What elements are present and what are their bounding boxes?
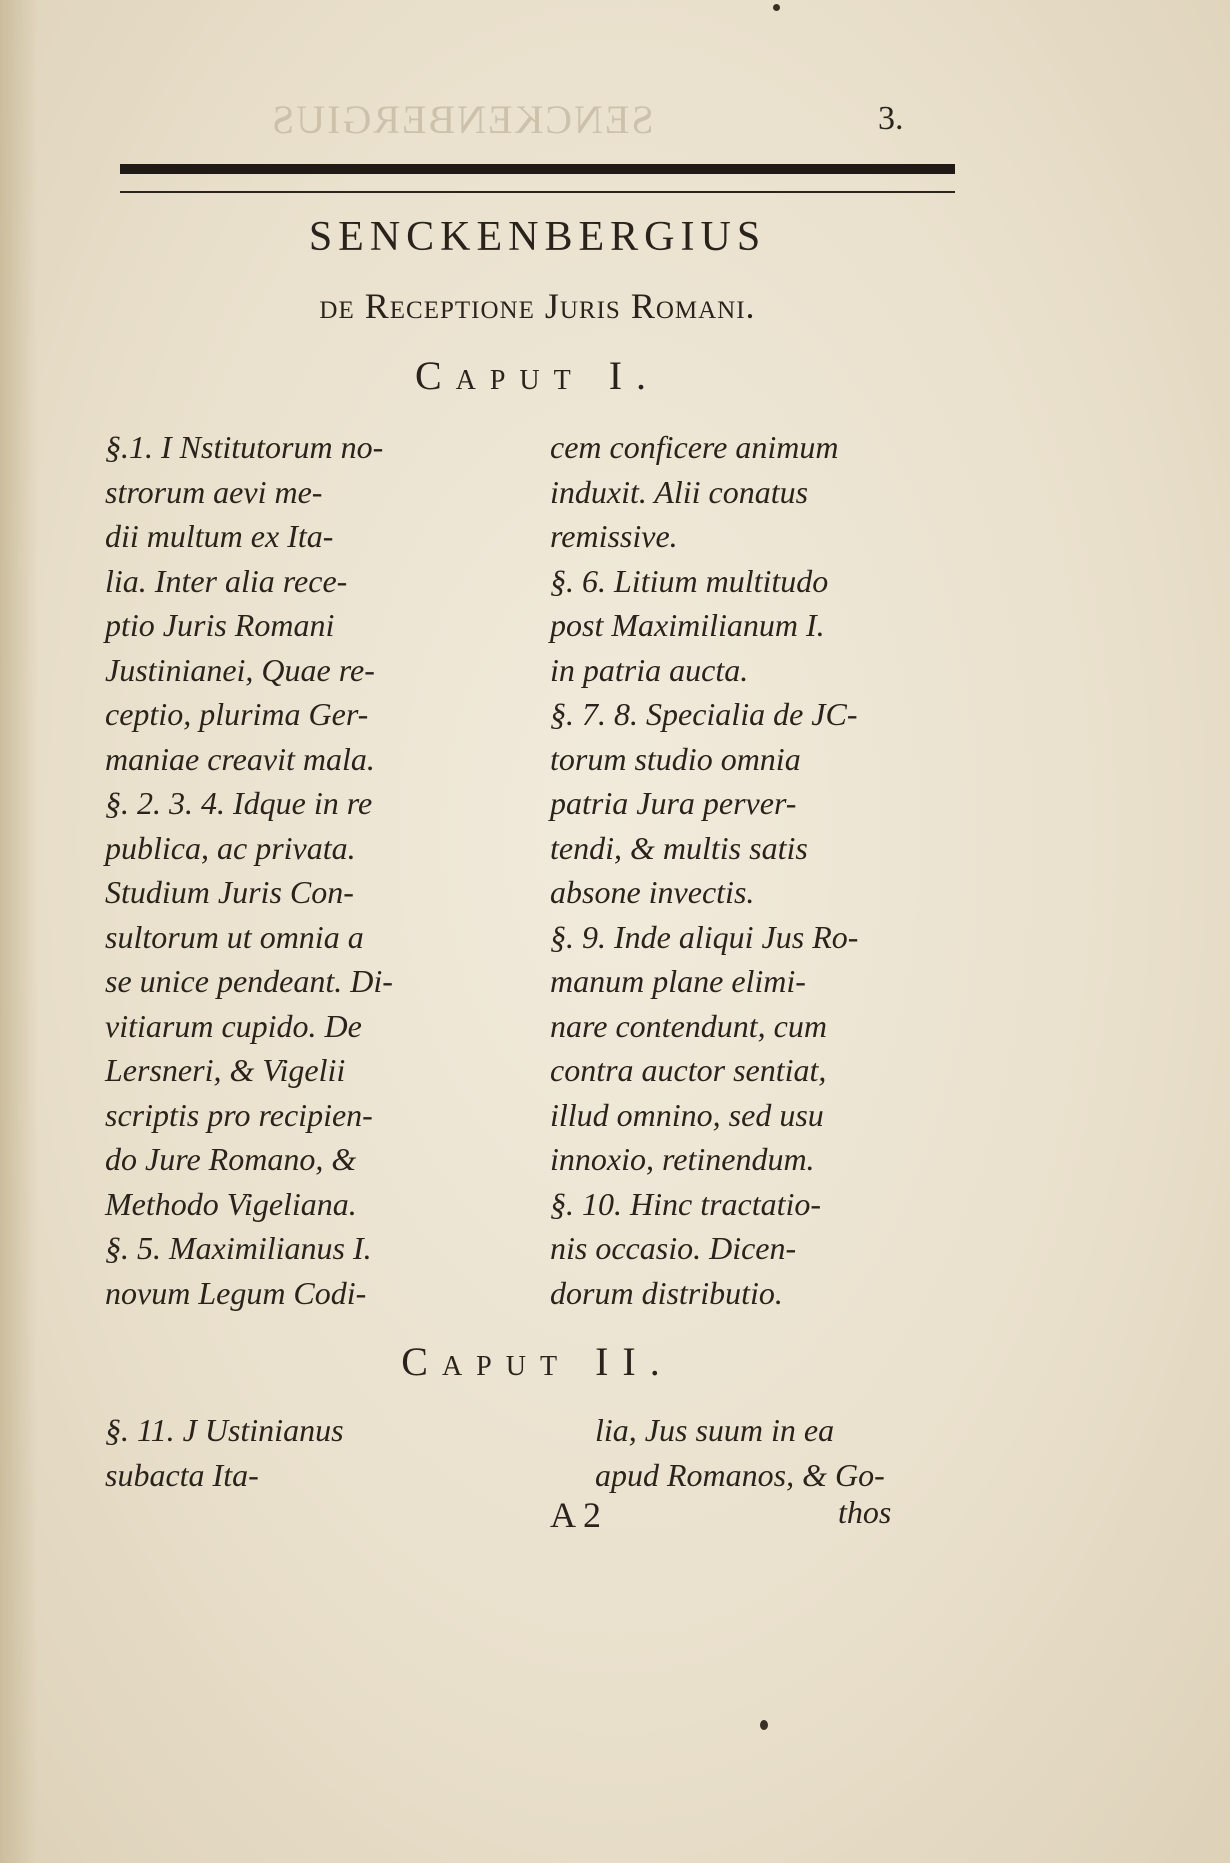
ink-speck bbox=[760, 1720, 768, 1730]
ink-speck bbox=[773, 4, 780, 11]
text-line: §.1. I Nstitutorum no- bbox=[105, 429, 384, 465]
title-subtitle: de Receptione Juris Romani. bbox=[319, 286, 756, 326]
text-line: scriptis pro recipien- bbox=[105, 1096, 373, 1133]
page-number: 3. bbox=[878, 100, 904, 137]
text-line: vitiarum cupido. De bbox=[105, 1007, 362, 1044]
text-line: ptio Juris Romani bbox=[105, 607, 335, 643]
chapter-2-right-column bbox=[595, 1408, 975, 1497]
text-line: tendi, & multis satis bbox=[550, 829, 808, 866]
text-line: dorum distributio. bbox=[550, 1274, 783, 1311]
chapter-1-right-column bbox=[550, 425, 960, 1315]
text-line: §. 6. Litium multitudo bbox=[550, 562, 829, 599]
text-line: in patria aucta. bbox=[550, 651, 749, 688]
text-line: sultorum ut omnia a bbox=[105, 918, 364, 955]
text-line: apud Romanos, & Go- bbox=[595, 1456, 885, 1493]
text-line: ceptio, plurima Ger- bbox=[105, 696, 369, 732]
text-line: torum studio omnia bbox=[550, 740, 801, 777]
page-gutter-shadow bbox=[0, 0, 38, 1863]
text-line: §. 5. Maximilianus I. bbox=[105, 1230, 372, 1266]
chapter-heading-2: Caput II. bbox=[401, 1339, 674, 1384]
text-line: se unice pendeant. Di- bbox=[105, 963, 393, 999]
header-rule-thick bbox=[120, 164, 955, 174]
chapter-1-left-column bbox=[105, 425, 515, 1315]
text-line: illud omnino, sed usu bbox=[550, 1096, 824, 1133]
text-line: novum Legum Codi- bbox=[105, 1274, 367, 1311]
text-line: post Maximilianum I. bbox=[550, 607, 825, 643]
text-line: Justinianei, Quae re- bbox=[105, 651, 375, 688]
catchword: thos bbox=[838, 1494, 892, 1530]
text-line: dii multum ex Ita- bbox=[105, 518, 334, 554]
text-line: nis occasio. Dicen- bbox=[550, 1230, 797, 1266]
chapter-heading-1: Caput I. bbox=[414, 353, 661, 398]
text-line: induxit. Alii conatus bbox=[550, 473, 809, 510]
text-line: Methodo Vigeliana. bbox=[105, 1185, 357, 1222]
text-line: manum plane elimi- bbox=[550, 963, 806, 999]
text-line: §. 9. Inde aliqui Jus Ro- bbox=[550, 918, 859, 955]
text-line: innoxio, retinendum. bbox=[550, 1141, 815, 1177]
text-line: contra auctor sentiat, bbox=[550, 1052, 827, 1088]
text-line: remissive. bbox=[550, 518, 678, 554]
text-line: §. 7. 8. Specialia de JC- bbox=[550, 696, 858, 732]
text-line: Studium Juris Con- bbox=[105, 874, 354, 910]
show-through-text: SENCKENBERGIUS bbox=[270, 97, 654, 142]
text-line: §. 2. 3. 4. Idque in re bbox=[105, 785, 373, 821]
running-title: SENCKENBERGIUS bbox=[308, 214, 767, 260]
header-rule-thin bbox=[120, 191, 955, 193]
text-line: absone invectis. bbox=[550, 874, 755, 910]
text-line: Lersneri, & Vigelii bbox=[105, 1052, 346, 1088]
signature-mark: A 2 bbox=[550, 1495, 602, 1535]
text-line: lia. Inter alia rece- bbox=[105, 562, 348, 599]
text-line: §. 10. Hinc tractatio- bbox=[550, 1185, 822, 1222]
chapter-2-left-column bbox=[105, 1408, 515, 1497]
text-line: strorum aevi me- bbox=[105, 473, 323, 510]
text-line: patria Jura perver- bbox=[550, 785, 797, 821]
text-line: nare contendunt, cum bbox=[550, 1007, 827, 1044]
text-line: §. 11. J Ustinianus bbox=[105, 1412, 344, 1448]
text-line: do Jure Romano, & bbox=[105, 1141, 357, 1177]
text-line: cem conficere animum bbox=[550, 429, 839, 465]
text-line: subacta Ita- bbox=[105, 1456, 259, 1493]
text-line: lia, Jus suum in ea bbox=[595, 1412, 835, 1448]
text-line: maniae creavit mala. bbox=[105, 740, 375, 777]
text-line: publica, ac privata. bbox=[105, 829, 356, 866]
